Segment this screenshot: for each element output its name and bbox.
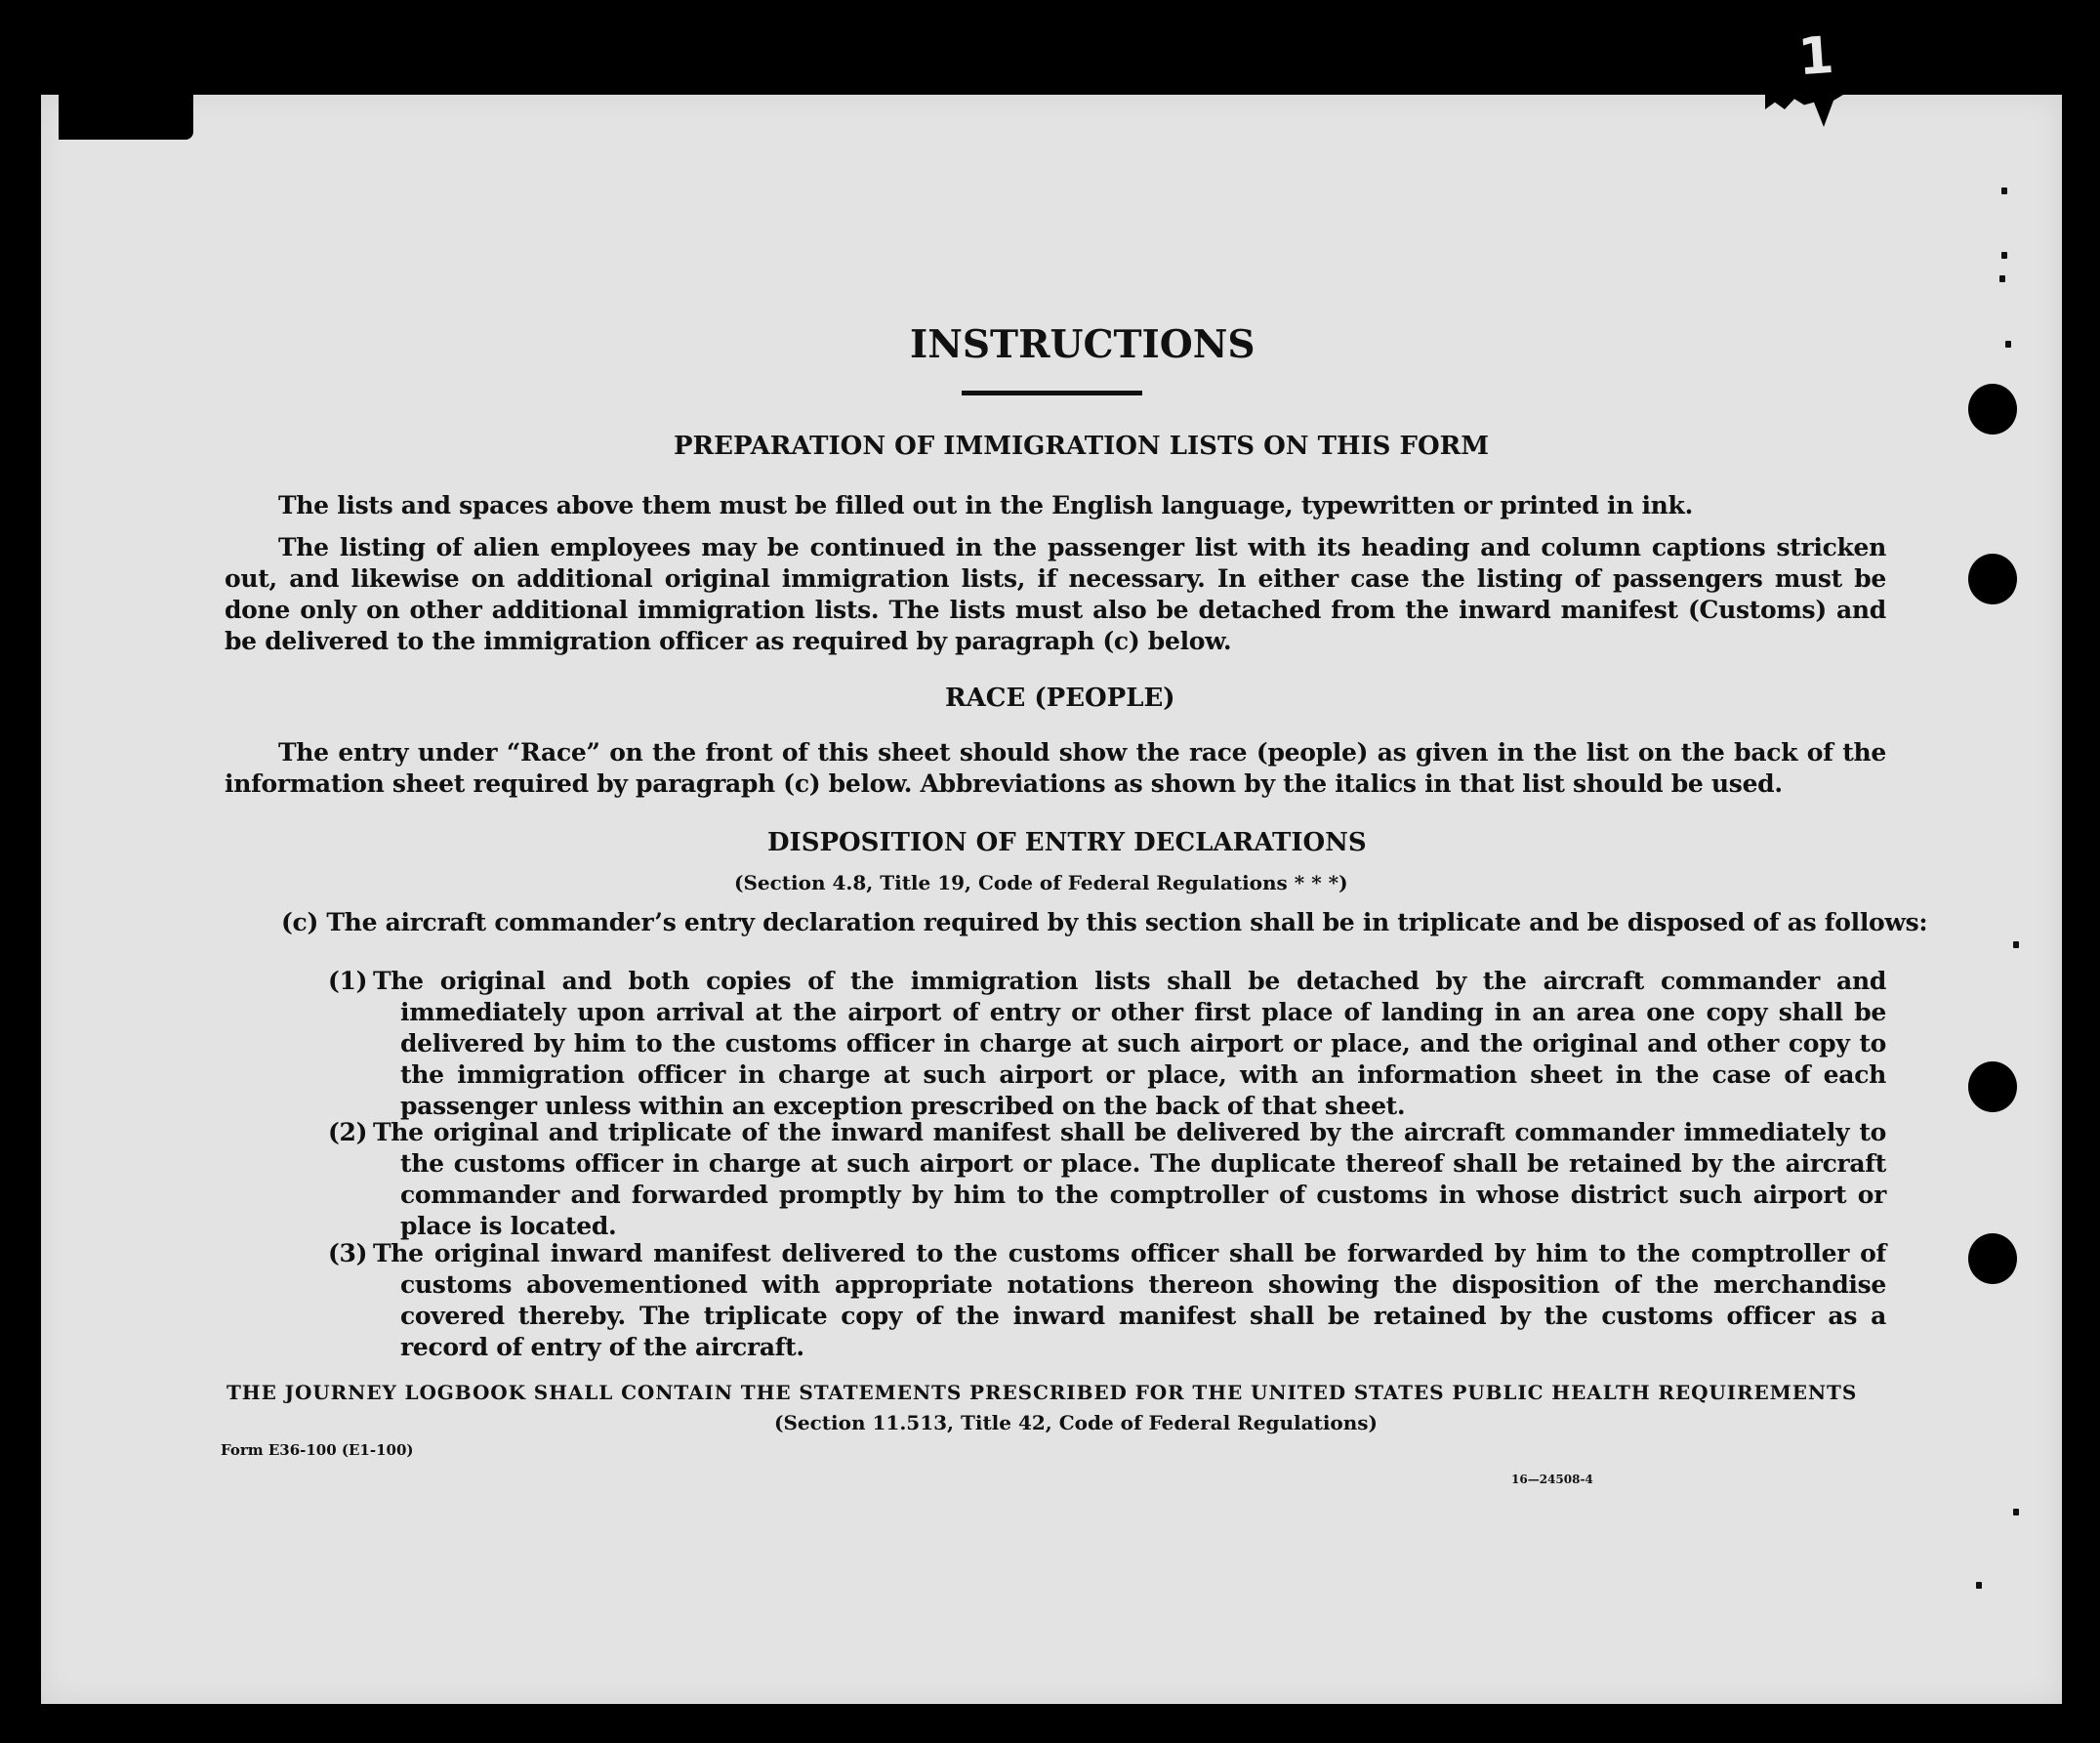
ink-speck — [2005, 341, 2011, 348]
punch-hole — [1968, 1061, 2017, 1112]
race-para — [225, 737, 1886, 800]
ink-speck — [2001, 187, 2007, 194]
list-item-text — [328, 966, 1886, 1122]
punch-hole — [1968, 384, 2017, 435]
public-health-statement: THE JOURNEY LOGBOOK SHALL CONTAIN THE STATEMENTS PRESCRIBED FOR THE UNITED STATES PUBLIC HEALTH REQUIREMENTS — [226, 1381, 1858, 1404]
punch-hole — [1968, 1233, 2017, 1284]
document-title: INSTRUCTIONS — [910, 322, 1256, 367]
ink-speck — [2013, 941, 2019, 948]
list-item-number: (1) — [328, 967, 368, 995]
title-underline — [962, 391, 1142, 395]
list-item-text-content: The original and triplicate of the inward manifest shall be delivered by the aircraft commander immediately to the customs officer in charge at such airport or place. The duplicate thereof shall be retained by the aircraft commander and forwarded promptly by him to the comptroller of customs in whose district such airport or place is located. — [373, 1118, 1886, 1240]
list-item — [328, 1117, 1886, 1242]
disposition-citation: (Section 4.8, Title 19, Code of Federal Regulations * * *) — [734, 871, 1348, 894]
list-item-text-content: The original inward manifest delivered to the customs officer shall be forwarded by him to the comptroller of customs abovementioned with appropriate notations thereon showing the disposition of the merchandise covered thereby. The triplicate copy of the inward manifest shall be retained by the customs officer as a record of entry of the aircraft. — [373, 1239, 1886, 1361]
public-health-citation: (Section 11.513, Title 42, Code of Federal Regulations) — [774, 1411, 1379, 1434]
race-para-text: The entry under “Race” on the front of this sheet should show the race (people) as given in the list on the back of the information sheet required by paragraph (c) below. Abbreviations as shown by the italics in that list should be used. — [225, 738, 1886, 798]
preparation-para-1: The lists and spaces above them must be filled out in the English language, typewritten or printed in ink. — [278, 491, 1693, 519]
preparation-para-2-text: The listing of alien employees may be continued in the passenger list with its heading and column captions stricken out, and likewise on additional original immigration lists, if necessary. In either case the listing of passengers must be done only on other additional immigration lists. The lists must also be detached from the inward manifest (Customs) and be delivered to the immigration officer as required by paragraph (c) below. — [225, 533, 1886, 655]
ink-speck — [1976, 1582, 1982, 1589]
list-item — [328, 966, 1886, 1122]
ink-speck — [1999, 275, 2005, 282]
list-item-text — [328, 1238, 1886, 1363]
page-number: 1 — [1795, 25, 1836, 88]
list-item-text-content: The original and both copies of the immigration lists shall be detached by the aircraft commander and immediately upon arrival at the airport of entry or other first place of landing in an area one copy shall be delivered by him to the customs officer in charge at such airport or place, and the original and other copy to the immigration officer in charge at such airport or place, with an information sheet in the case of each passenger unless within an exception prescribed on the back of that sheet. — [373, 967, 1886, 1120]
disposition-heading: DISPOSITION OF ENTRY DECLARATIONS — [767, 828, 1367, 857]
ink-speck — [2001, 252, 2007, 259]
print-code: 16—24508-4 — [1511, 1473, 1593, 1486]
list-item — [328, 1238, 1886, 1363]
disposition-intro: (c) The aircraft commander’s entry declaration required by this section shall be in triplicate and be disposed of as follows: — [281, 908, 1928, 936]
race-heading: RACE (PEOPLE) — [945, 684, 1175, 713]
list-item-number: (2) — [328, 1118, 368, 1146]
form-number: Form E36-100 (E1-100) — [221, 1441, 414, 1459]
ink-speck — [2013, 1509, 2019, 1515]
preparation-para-2 — [225, 532, 1886, 657]
list-item-number: (3) — [328, 1239, 368, 1267]
punch-hole — [1968, 554, 2017, 604]
list-item-text — [328, 1117, 1886, 1242]
preparation-heading: PREPARATION OF IMMIGRATION LISTS ON THIS FORM — [674, 432, 1489, 461]
binding-tab — [59, 95, 193, 140]
